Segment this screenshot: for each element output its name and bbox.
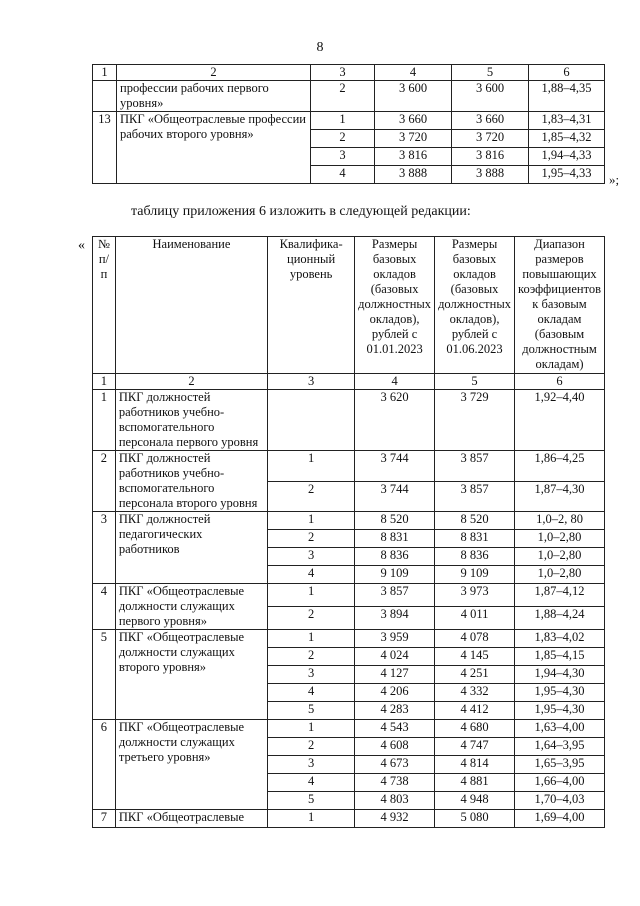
qualification-level: 4 [268,774,355,792]
salary-2023-01: 3 894 [355,607,435,630]
salary-2023-06: 4 814 [435,756,515,774]
coefficient-range: 1,66–4,00 [515,774,605,792]
qualification-level: 3 [268,756,355,774]
qualification-level: 4 [268,684,355,702]
salary-2023-06: 9 109 [435,566,515,584]
table-row [93,584,605,607]
qualification-level: 1 [268,630,355,648]
table-row [93,810,605,828]
header-level: Квалифика-ционный уровень [268,237,355,374]
header-salary-2023-06: Размеры базовых окладов (базовых должностных окладов), рублей с 01.06.2023 [435,237,515,374]
salary-2023-01: 4 543 [355,720,435,738]
salary-2023-01: 3 720 [375,130,452,148]
row-number: 3 [93,512,116,584]
opening-quote: « [78,238,85,253]
table-row [93,81,605,112]
coefficient-range: 1,0–2,80 [515,530,605,548]
coefficient-range: 1,69–4,00 [515,810,605,828]
coefficient-range: 1,95–4,30 [515,702,605,720]
qualification-level: 2 [268,607,355,630]
salary-2023-06: 4 412 [435,702,515,720]
numbering-row [93,65,605,81]
salary-2023-01: 3 959 [355,630,435,648]
numbering-cell: 1 [93,65,117,81]
numbering-cell: 4 [355,374,435,390]
qualification-level: 1 [311,112,375,130]
salary-2023-01: 3 744 [355,451,435,482]
numbering-cell: 2 [117,65,311,81]
qualification-level: 3 [311,148,375,166]
qualification-level: 2 [268,530,355,548]
salary-2023-06: 3 600 [452,81,529,112]
salary-2023-01: 8 831 [355,530,435,548]
coefficient-range: 1,65–3,95 [515,756,605,774]
row-number [93,81,117,112]
row-name: ПКГ «Общеотраслевые должности служащих первого уровня» [115,584,267,630]
salary-2023-01: 8 836 [355,548,435,566]
salary-2023-06: 3 857 [435,451,515,482]
salary-2023-01: 4 932 [355,810,435,828]
coefficient-range: 1,88–4,35 [529,81,605,112]
numbering-cell: 1 [93,374,116,390]
coefficient-range: 1,83–4,02 [515,630,605,648]
salary-2023-01: 3 660 [375,112,452,130]
row-name: ПКГ «Общеотраслевые профессии рабочих второго уровня» [117,112,311,184]
header-coefficient-range: Диапазон размеров повышающих коэффициентов к базовым окладам (базовым должностным окладам) [515,237,605,374]
salary-2023-01: 4 803 [355,792,435,810]
salary-2023-06: 4 881 [435,774,515,792]
salary-2023-06: 4 680 [435,720,515,738]
numbering-cell: 6 [529,65,605,81]
qualification-level: 5 [268,702,355,720]
row-number: 1 [93,390,116,451]
row-name: ПКГ должностей работников учебно-вспомогательного персонала первого уровня [115,390,267,451]
numbering-cell: 3 [268,374,355,390]
row-number: 6 [93,720,116,810]
qualification-level: 2 [311,130,375,148]
qualification-level: 4 [311,166,375,184]
salary-table [92,236,605,828]
header-name: Наименование [115,237,267,374]
salary-2023-01: 3 857 [355,584,435,607]
numbering-row [93,374,605,390]
numbering-cell: 5 [435,374,515,390]
coefficient-range: 1,87–4,30 [515,481,605,512]
salary-2023-06: 4 011 [435,607,515,630]
qualification-level: 1 [268,512,355,530]
salary-2023-06: 3 973 [435,584,515,607]
qualification-level: 2 [268,481,355,512]
numbering-cell: 3 [311,65,375,81]
salary-2023-06: 3 888 [452,166,529,184]
table-row [93,720,605,738]
salary-2023-06: 4 747 [435,738,515,756]
qualification-level: 1 [268,810,355,828]
row-number: 5 [93,630,116,720]
salary-2023-01: 3 600 [375,81,452,112]
row-name: ПКГ «Общеотраслевые должности служащих третьего уровня» [115,720,267,810]
continued-table [92,64,605,184]
qualification-level: 2 [268,738,355,756]
closing-quote: »; [609,172,620,187]
salary-2023-06: 4 332 [435,684,515,702]
table-row [93,630,605,648]
numbering-cell: 4 [375,65,452,81]
row-number: 4 [93,584,116,630]
salary-2023-01: 4 206 [355,684,435,702]
row-name: ПКГ должностей работников учебно-вспомогательного персонала второго уровня [115,451,267,512]
coefficient-range: 1,94–4,33 [529,148,605,166]
coefficient-range: 1,86–4,25 [515,451,605,482]
row-name: ПКГ «Общеотраслевые [115,810,267,828]
coefficient-range: 1,92–4,40 [515,390,605,451]
qualification-level: 4 [268,566,355,584]
instruction-text: таблицу приложения 6 изложить в следующей редакции: [131,204,471,219]
header-row [93,237,605,374]
salary-2023-01: 4 738 [355,774,435,792]
salary-2023-06: 3 816 [452,148,529,166]
salary-2023-01: 4 673 [355,756,435,774]
coefficient-range: 1,85–4,32 [529,130,605,148]
salary-2023-06: 4 948 [435,792,515,810]
row-name: профессии рабочих первого уровня» [117,81,311,112]
coefficient-range: 1,0–2, 80 [515,512,605,530]
numbering-cell: 5 [452,65,529,81]
coefficient-range: 1,70–4,03 [515,792,605,810]
salary-2023-01: 4 283 [355,702,435,720]
row-number: 13 [93,112,117,184]
table-row [93,112,605,130]
row-number: 7 [93,810,116,828]
salary-2023-01: 3 620 [355,390,435,451]
row-name: ПКГ должностей педагогических работников [115,512,267,584]
coefficient-range: 1,0–2,80 [515,548,605,566]
table-row [93,512,605,530]
coefficient-range: 1,64–3,95 [515,738,605,756]
numbering-cell: 2 [115,374,267,390]
salary-2023-01: 9 109 [355,566,435,584]
page-number: 8 [316,40,324,55]
qualification-level: 1 [268,451,355,482]
coefficient-range: 1,95–4,30 [515,684,605,702]
coefficient-range: 1,83–4,31 [529,112,605,130]
coefficient-range: 1,87–4,12 [515,584,605,607]
coefficient-range: 1,94–4,30 [515,666,605,684]
qualification-level: 2 [268,648,355,666]
salary-2023-06: 8 831 [435,530,515,548]
salary-2023-06: 4 251 [435,666,515,684]
qualification-level [268,390,355,451]
salary-2023-06: 4 145 [435,648,515,666]
qualification-level: 3 [268,666,355,684]
qualification-level: 5 [268,792,355,810]
salary-2023-06: 3 720 [452,130,529,148]
qualification-level: 1 [268,584,355,607]
qualification-level: 3 [268,548,355,566]
salary-2023-01: 3 816 [375,148,452,166]
salary-2023-01: 4 127 [355,666,435,684]
coefficient-range: 1,0–2,80 [515,566,605,584]
coefficient-range: 1,85–4,15 [515,648,605,666]
table-row [93,451,605,482]
salary-2023-01: 3 888 [375,166,452,184]
salary-2023-06: 8 520 [435,512,515,530]
salary-2023-01: 3 744 [355,481,435,512]
salary-2023-01: 4 608 [355,738,435,756]
coefficient-range: 1,95–4,33 [529,166,605,184]
salary-2023-01: 8 520 [355,512,435,530]
salary-2023-06: 3 729 [435,390,515,451]
salary-2023-06: 8 836 [435,548,515,566]
qualification-level: 1 [268,720,355,738]
row-name: ПКГ «Общеотраслевые должности служащих второго уровня» [115,630,267,720]
coefficient-range: 1,63–4,00 [515,720,605,738]
salary-2023-06: 4 078 [435,630,515,648]
qualification-level: 2 [311,81,375,112]
salary-2023-06: 5 080 [435,810,515,828]
salary-2023-06: 3 857 [435,481,515,512]
row-number: 2 [93,451,116,512]
table-row [93,390,605,451]
header-salary-2023-01: Размеры базовых окладов (базовых должностных окладов), рублей с 01.01.2023 [355,237,435,374]
salary-2023-06: 3 660 [452,112,529,130]
salary-2023-01: 4 024 [355,648,435,666]
header-number: № п/п [93,237,116,374]
numbering-cell: 6 [515,374,605,390]
coefficient-range: 1,88–4,24 [515,607,605,630]
